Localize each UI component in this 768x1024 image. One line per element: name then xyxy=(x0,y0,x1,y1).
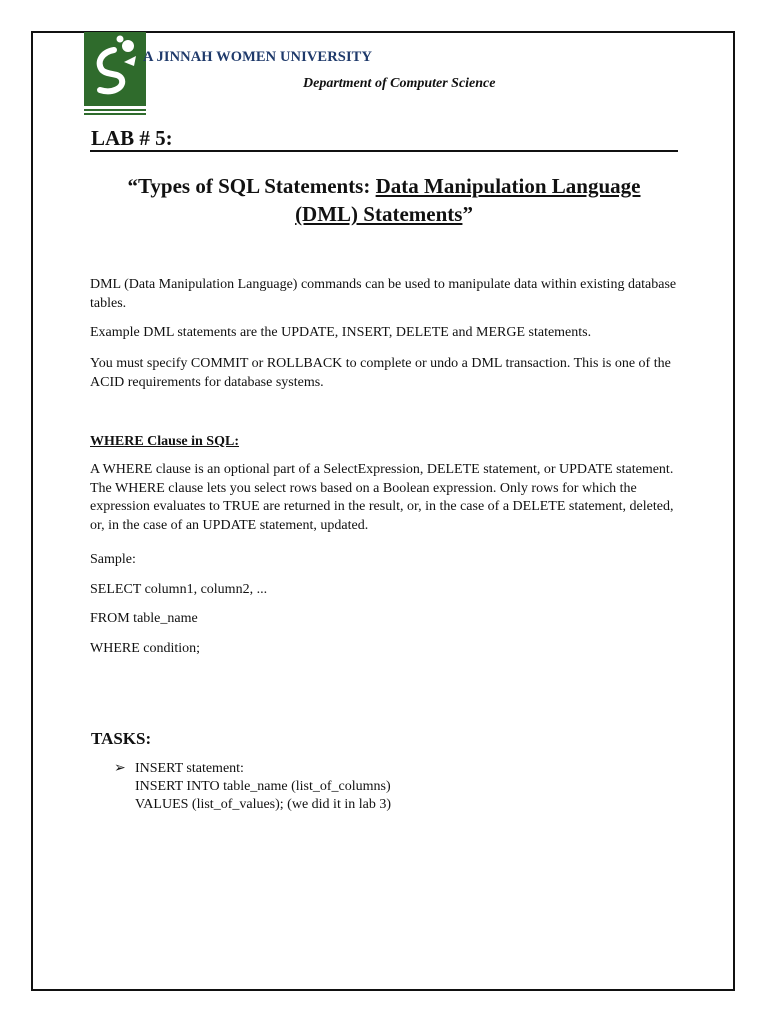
intro-paragraph-1: DML (Data Manipulation Language) commands can be used to manipulate data within existing database tables. xyxy=(90,277,677,311)
title-prefix: Types of SQL Statements: xyxy=(137,174,376,198)
title-underlined-line1: Data Manipulation Language xyxy=(375,174,641,198)
intro-paragraph-2: Example DML statements are the UPDATE, INSERT, DELETE and MERGE statements. xyxy=(90,325,592,340)
title-open-quote: “ xyxy=(127,174,138,198)
title-close-quote: ” xyxy=(462,202,473,226)
intro-paragraph-3: You must specify COMMIT or ROLLBACK to complete or undo a DML transaction. This is one of the ACID requirements for database systems. xyxy=(90,356,671,390)
title-underlined-line2: (DML) Statements xyxy=(295,202,463,226)
sample-line-select: SELECT column1, column2, ... xyxy=(90,582,268,597)
task-item-line-2: INSERT INTO table_name (list_of_columns) xyxy=(135,779,391,794)
university-name: A JINNAH WOMEN UNIVERSITY xyxy=(143,49,373,65)
task-item-line-3: VALUES (list_of_values); (we did it in lab 3) xyxy=(135,797,391,812)
where-clause-heading: WHERE Clause in SQL: xyxy=(90,434,239,449)
arrow-bullet-icon: ➢ xyxy=(114,761,126,776)
where-clause-description: A WHERE clause is an optional part of a SelectExpression, DELETE statement, or UPDATE statement. The WHERE clause lets you select rows based on a Boolean expression. Only rows for which the expression evaluates to TRUE are returned in the result, or, in the case of a DELETE statement, deleted, or, in the case of an UPDATE statement, updated. xyxy=(90,462,674,533)
university-logo xyxy=(84,32,146,115)
sample-line-from: FROM table_name xyxy=(90,611,198,626)
document-title xyxy=(90,172,678,228)
tasks-heading: TASKS: xyxy=(91,729,152,748)
sample-line-where: WHERE condition; xyxy=(90,641,201,656)
header-divider xyxy=(90,150,678,152)
lab-number: LAB # 5: xyxy=(91,126,173,150)
department-name: Department of Computer Science xyxy=(303,76,496,91)
sample-label: Sample: xyxy=(90,552,136,567)
task-item-line-1: INSERT statement: xyxy=(135,761,244,776)
